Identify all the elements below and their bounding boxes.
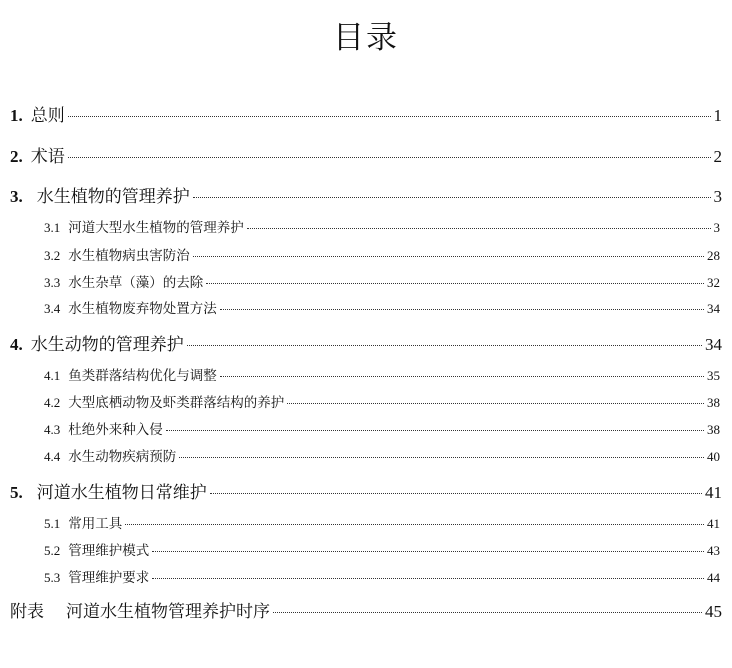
toc-entry-number: 3. <box>10 187 23 206</box>
toc-page-number: 43 <box>707 543 720 558</box>
toc-entry-number: 5. <box>10 483 23 502</box>
toc-entry-4-3[interactable] <box>44 418 720 438</box>
toc-entry-number: 5.2 <box>44 543 61 558</box>
toc-entry-5[interactable] <box>10 478 722 503</box>
toc-entry-number: 3.3 <box>44 275 61 290</box>
toc-page-number: 34 <box>705 335 722 354</box>
toc-entry-label: 术语 <box>30 147 65 167</box>
toc-entry-number: 3.1 <box>44 220 61 235</box>
toc-dot-leader <box>247 228 711 229</box>
toc-entry-number: 1. <box>10 106 23 125</box>
toc-dot-leader <box>193 256 704 257</box>
toc-dot-leader <box>68 116 711 117</box>
toc-dot-leader <box>193 197 711 198</box>
toc-entry-3[interactable] <box>10 182 722 207</box>
toc-dot-leader <box>273 612 702 613</box>
toc-entry-label: 水生动物疾病预防 <box>68 449 177 465</box>
toc-dot-leader <box>287 403 704 404</box>
toc-entry-label: 河道大型水生植物的管理养护 <box>68 220 244 236</box>
toc-page-number: 45 <box>705 602 722 621</box>
toc-entry-number: 3.2 <box>44 248 61 263</box>
toc-entry-number: 4. <box>10 335 23 354</box>
toc-entry-label: 水生植物病虫害防治 <box>68 248 190 264</box>
toc-dot-leader <box>166 430 704 431</box>
toc-dot-leader <box>220 376 704 377</box>
toc-entry-label: 总则 <box>30 106 65 126</box>
toc-entry-number: 4.2 <box>44 395 61 410</box>
toc-entry-number: 5.3 <box>44 570 61 585</box>
toc-dot-leader <box>125 524 704 525</box>
toc-entry-2[interactable] <box>10 142 722 167</box>
toc-page-number: 32 <box>707 275 720 290</box>
toc-entry-3-4[interactable] <box>44 297 720 317</box>
toc-page-number: 3 <box>713 187 722 206</box>
toc-dot-leader <box>187 345 702 346</box>
toc-entry-number: 2. <box>10 147 23 166</box>
toc-entry-appendix[interactable] <box>10 597 722 622</box>
toc-entry-label: 水生杂草（藻）的去除 <box>68 275 204 291</box>
toc-entry-4-2[interactable] <box>44 391 720 411</box>
page-title: 目录 <box>333 20 399 56</box>
toc-entry-label: 杜绝外来种入侵 <box>68 422 163 438</box>
toc-entry-4[interactable] <box>10 330 722 355</box>
toc-entry-number: 5.1 <box>44 516 61 531</box>
toc-entry-3-2[interactable] <box>44 244 720 264</box>
toc-dot-leader <box>152 578 704 579</box>
toc-appendix-prefix: 附表 <box>10 602 44 622</box>
toc-entry-label: 河道水生植物管理养护时序 <box>66 602 270 622</box>
toc-dot-leader <box>68 157 711 158</box>
toc-entry-label: 鱼类群落结构优化与调整 <box>68 368 217 384</box>
toc-entry-number: 3.4 <box>44 301 61 316</box>
toc-page-number: 41 <box>705 483 722 502</box>
toc-entry-3-3[interactable] <box>44 271 720 291</box>
toc-dot-leader <box>152 551 704 552</box>
toc-page-number: 2 <box>713 147 722 166</box>
toc-entry-number: 4.3 <box>44 422 61 437</box>
toc-page-number: 40 <box>707 449 720 464</box>
toc-page-number: 28 <box>707 248 720 263</box>
toc-entry-number: 4.4 <box>44 449 61 464</box>
toc-entry-label: 管理维护要求 <box>68 570 150 586</box>
toc-page-number: 41 <box>707 516 720 531</box>
toc-entry-4-1[interactable] <box>44 364 720 384</box>
toc-entry-5-3[interactable] <box>44 566 720 586</box>
toc-entry-label: 大型底栖动物及虾类群落结构的养护 <box>68 395 285 411</box>
toc-entry-4-4[interactable] <box>44 445 720 465</box>
toc-entry-label: 河道水生植物日常维护 <box>36 483 207 503</box>
toc-page-number: 38 <box>707 395 720 410</box>
toc-page-number: 1 <box>713 106 722 125</box>
toc-entry-label: 水生植物的管理养护 <box>36 187 190 207</box>
toc-entry-label: 管理维护模式 <box>68 543 150 559</box>
toc-entry-label: 水生植物废弃物处置方法 <box>68 301 217 317</box>
toc-page-number: 34 <box>707 301 720 316</box>
toc-entry-5-1[interactable] <box>44 512 720 532</box>
toc-page-number: 35 <box>707 368 720 383</box>
toc-entry-3-1[interactable] <box>44 216 720 236</box>
toc-dot-leader <box>206 283 704 284</box>
toc-page-number: 3 <box>713 220 720 235</box>
toc-entry-label: 常用工具 <box>68 516 123 532</box>
toc-dot-leader <box>220 309 704 310</box>
toc-entry-5-2[interactable] <box>44 539 720 559</box>
toc-entry-number: 4.1 <box>44 368 61 383</box>
toc-page-number: 44 <box>707 570 720 585</box>
toc-dot-leader <box>179 457 704 458</box>
toc-entry-label: 水生动物的管理养护 <box>30 335 184 355</box>
toc-entry-1[interactable] <box>10 101 722 126</box>
toc-page-number: 38 <box>707 422 720 437</box>
toc-dot-leader <box>210 493 702 494</box>
